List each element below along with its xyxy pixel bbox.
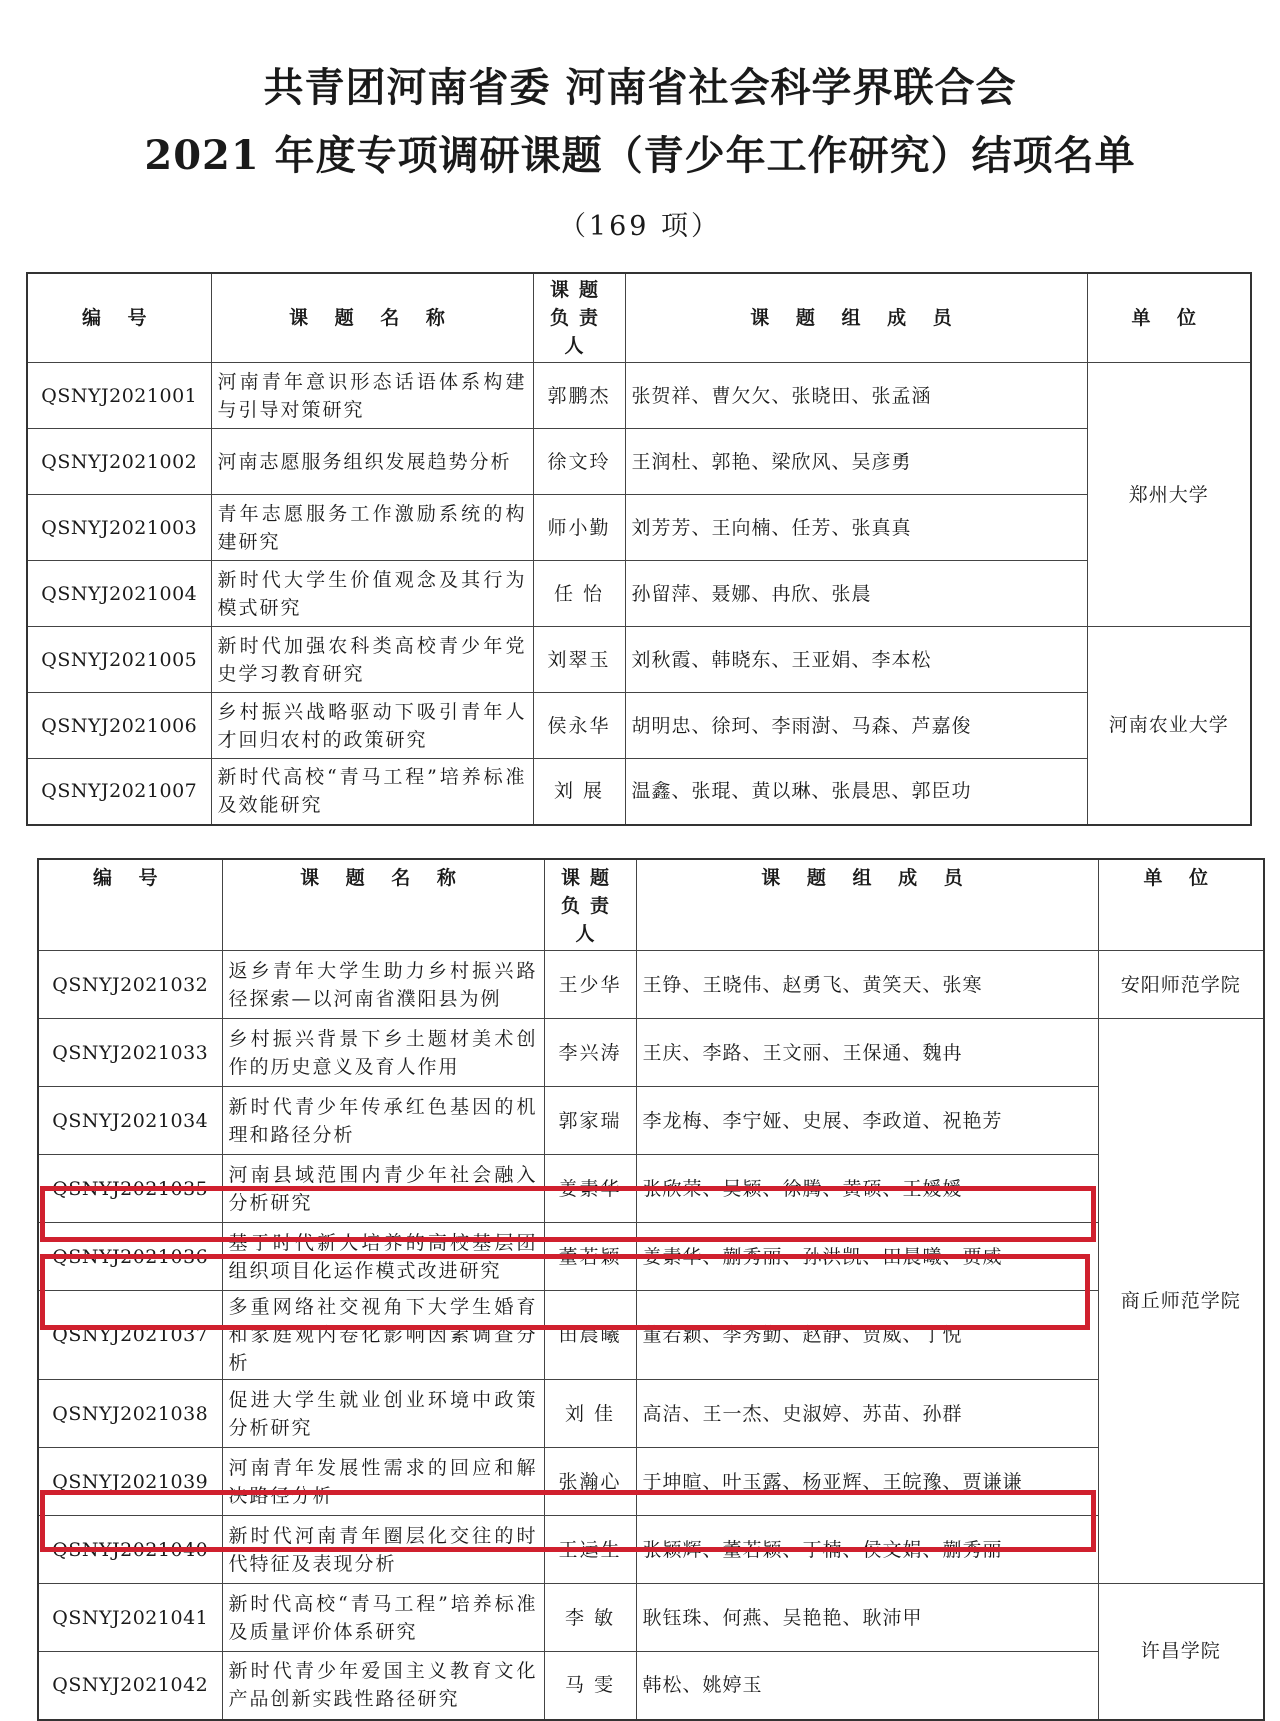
table-row: [27, 693, 1251, 759]
table-row: [38, 1584, 1264, 1652]
project-leader: 李兴涛: [544, 1019, 636, 1087]
project-members: 董若颖、李秀勤、赵静、贾威、丁悦: [636, 1291, 1098, 1380]
project-title: 新时代高校“青马工程”培养标准及效能研究: [211, 759, 533, 825]
project-code: QSNYJ2021038: [38, 1380, 222, 1448]
project-leader: 刘翠玉: [533, 627, 625, 693]
project-code: QSNYJ2021040: [38, 1516, 222, 1584]
project-title: 河南志愿服务组织发展趋势分析: [211, 429, 533, 495]
project-title: 新时代高校“青马工程”培养标准及质量评价体系研究: [222, 1584, 544, 1652]
project-title: 多重网络社交视角下大学生婚育和家庭观内卷化影响因素调查分析: [222, 1291, 544, 1380]
document-item-count: （169 项）: [558, 211, 722, 242]
table-row: [27, 759, 1251, 825]
table-row: [27, 363, 1251, 429]
project-members: 王庆、李路、王文丽、王保通、魏冉: [636, 1019, 1098, 1087]
document-title-line2: 2021 年度专项调研课题（青少年工作研究）结项名单: [144, 132, 1136, 179]
project-members: 李龙梅、李宁娅、史展、李政道、祝艳芳: [636, 1087, 1098, 1155]
unit-cell: 安阳师范学院: [1098, 951, 1264, 1019]
project-table-2: [37, 858, 1265, 1721]
project-title: 基于时代新人培养的高校基层团组织项目化运作模式改进研究: [222, 1223, 544, 1291]
unit-cell: 河南农业大学: [1087, 627, 1251, 825]
document-title-line1: 共青团河南省委 河南省社会科学界联合会: [263, 64, 1017, 111]
project-members: 王润杜、郭艳、梁欣风、吴彦勇: [625, 429, 1087, 495]
project-code: QSNYJ2021001: [27, 363, 211, 429]
project-leader: 王少华: [544, 951, 636, 1019]
project-title: 新时代河南青年圈层化交往的时代特征及表现分析: [222, 1516, 544, 1584]
col-header-unit: 单 位: [1098, 859, 1264, 951]
table-row: [27, 561, 1251, 627]
project-members: 张贺祥、曹欠欠、张晓田、张孟涵: [625, 363, 1087, 429]
project-title: 青年志愿服务工作激励系统的构建研究: [211, 495, 533, 561]
project-leader: 刘 展: [533, 759, 625, 825]
project-members: 韩松、姚婷玉: [636, 1652, 1098, 1720]
project-leader: 郭家瑞: [544, 1087, 636, 1155]
project-leader: 张瀚心: [544, 1448, 636, 1516]
table-header-row: [27, 273, 1251, 363]
table-row: [38, 1155, 1264, 1223]
col-header-code: 编 号: [38, 859, 222, 951]
project-code: QSNYJ2021036: [38, 1223, 222, 1291]
col-header-title: 课 题 名 称: [211, 273, 533, 363]
project-leader: 徐文玲: [533, 429, 625, 495]
project-leader: 董若颖: [544, 1223, 636, 1291]
table-row: [38, 951, 1264, 1019]
project-title: 新时代青少年传承红色基因的机理和路径分析: [222, 1087, 544, 1155]
project-code: QSNYJ2021034: [38, 1087, 222, 1155]
project-title: 新时代大学生价值观念及其行为模式研究: [211, 561, 533, 627]
project-members: 胡明忠、徐珂、李雨澍、马森、芦嘉俊: [625, 693, 1087, 759]
table-row: [38, 1223, 1264, 1291]
project-table-1: [26, 272, 1252, 826]
project-title: 乡村振兴背景下乡土题材美术创作的历史意义及育人作用: [222, 1019, 544, 1087]
project-leader: 李 敏: [544, 1584, 636, 1652]
project-code: QSNYJ2021032: [38, 951, 222, 1019]
project-code: QSNYJ2021042: [38, 1652, 222, 1720]
col-header-leader: 课题负责人: [533, 273, 625, 363]
project-members: 高洁、王一杰、史淑婷、苏苗、孙群: [636, 1380, 1098, 1448]
project-members: 刘秋霞、韩晓东、王亚娟、李本松: [625, 627, 1087, 693]
unit-cell: 郑州大学: [1087, 363, 1251, 627]
project-title: 乡村振兴战略驱动下吸引青年人才回归农村的政策研究: [211, 693, 533, 759]
project-members: 刘芳芳、王向楠、任芳、张真真: [625, 495, 1087, 561]
col-header-members: 课 题 组 成 员: [636, 859, 1098, 951]
project-leader: 田晨曦: [544, 1291, 636, 1380]
project-leader: 师小勤: [533, 495, 625, 561]
project-code: QSNYJ2021037: [38, 1291, 222, 1380]
project-title: 河南县域范围内青少年社会融入分析研究: [222, 1155, 544, 1223]
table-row: [38, 1291, 1264, 1380]
project-code: QSNYJ2021041: [38, 1584, 222, 1652]
project-leader: 侯永华: [533, 693, 625, 759]
project-leader: 任 怡: [533, 561, 625, 627]
table-row: [38, 1087, 1264, 1155]
project-code: QSNYJ2021033: [38, 1019, 222, 1087]
project-members: 孙留萍、聂娜、冉欣、张晨: [625, 561, 1087, 627]
project-members: 姜素华、蒯秀丽、孙洪凯、田晨曦、贾威: [636, 1223, 1098, 1291]
project-members: 温鑫、张琨、黄以琳、张晨思、郭臣功: [625, 759, 1087, 825]
col-header-unit: 单 位: [1087, 273, 1251, 363]
unit-cell: 商丘师范学院: [1098, 1019, 1264, 1584]
project-members: 张欣荣、吴颖、徐腾、黄硕、王媛媛: [636, 1155, 1098, 1223]
project-title: 河南青年发展性需求的回应和解决路径分析: [222, 1448, 544, 1516]
table-row: [38, 1448, 1264, 1516]
project-code: QSNYJ2021005: [27, 627, 211, 693]
project-members: 张颖辉、董若颖、丁楠、侯文娟、蒯秀丽: [636, 1516, 1098, 1584]
project-title: 河南青年意识形态话语体系构建与引导对策研究: [211, 363, 533, 429]
table-row: [38, 1652, 1264, 1720]
project-members: 耿钰珠、何燕、吴艳艳、耿沛甲: [636, 1584, 1098, 1652]
col-header-title: 课 题 名 称: [222, 859, 544, 951]
project-title: 促进大学生就业创业环境中政策分析研究: [222, 1380, 544, 1448]
col-header-members: 课 题 组 成 员: [625, 273, 1087, 363]
col-header-leader: 课题负责人: [544, 859, 636, 951]
table-row: [38, 1019, 1264, 1087]
table-header-row: [38, 859, 1264, 951]
table-row: [27, 627, 1251, 693]
project-code: QSNYJ2021004: [27, 561, 211, 627]
project-leader: 姜素华: [544, 1155, 636, 1223]
project-members: 于坤暄、叶玉露、杨亚辉、王皖豫、贾谦谦: [636, 1448, 1098, 1516]
project-leader: 王运生: [544, 1516, 636, 1584]
project-code: QSNYJ2021039: [38, 1448, 222, 1516]
project-code: QSNYJ2021002: [27, 429, 211, 495]
project-leader: 马 雯: [544, 1652, 636, 1720]
project-code: QSNYJ2021003: [27, 495, 211, 561]
project-leader: 刘 佳: [544, 1380, 636, 1448]
project-code: QSNYJ2021007: [27, 759, 211, 825]
table-row: [27, 429, 1251, 495]
project-code: QSNYJ2021035: [38, 1155, 222, 1223]
table-row: [27, 495, 1251, 561]
project-members: 王铮、王晓伟、赵勇飞、黄笑天、张寒: [636, 951, 1098, 1019]
project-code: QSNYJ2021006: [27, 693, 211, 759]
project-title: 返乡青年大学生助力乡村振兴路径探索—以河南省濮阳县为例: [222, 951, 544, 1019]
col-header-code: 编 号: [27, 273, 211, 363]
project-title: 新时代加强农科类高校青少年党史学习教育研究: [211, 627, 533, 693]
unit-cell: 许昌学院: [1098, 1584, 1264, 1720]
table-row: [38, 1516, 1264, 1584]
project-title: 新时代青少年爱国主义教育文化产品创新实践性路径研究: [222, 1652, 544, 1720]
project-leader: 郭鹏杰: [533, 363, 625, 429]
table-row: [38, 1380, 1264, 1448]
